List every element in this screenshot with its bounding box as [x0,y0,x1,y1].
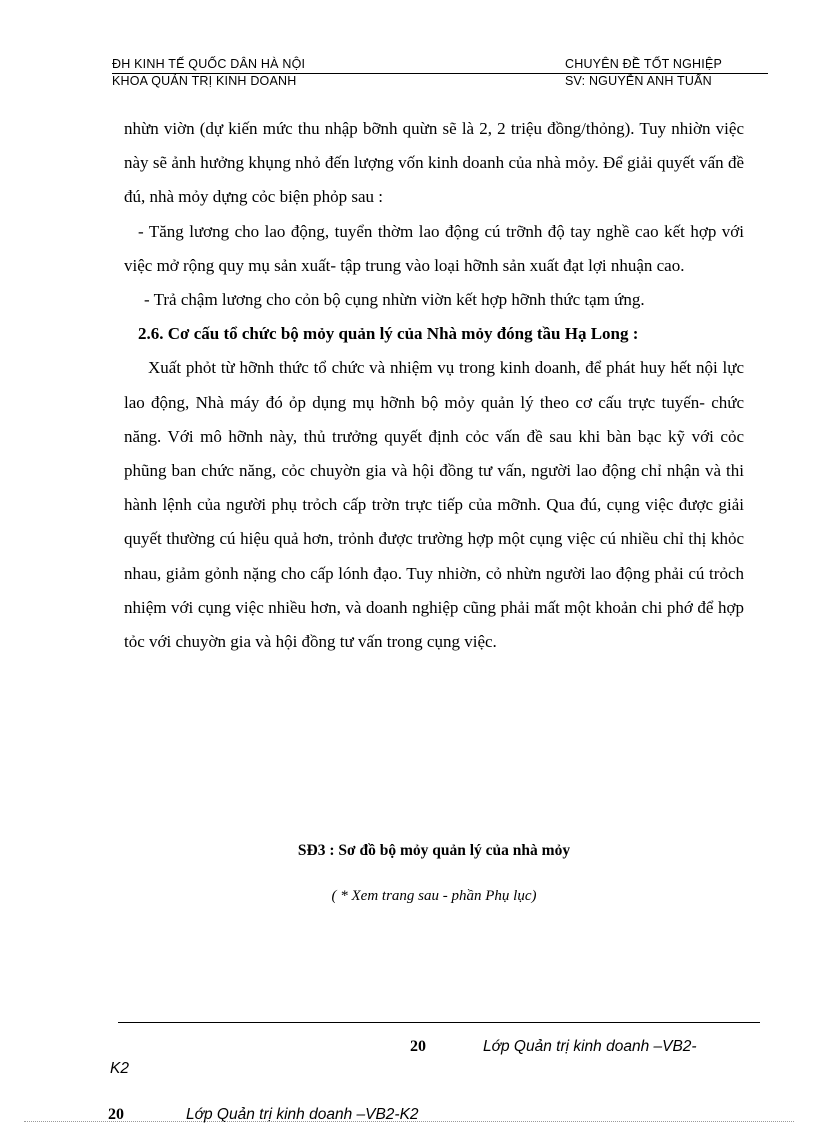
diagram-caption: SĐ3 : Sơ đồ bộ mỏy quản lý của nhà mỏy [297,842,571,859]
paragraph: nhừn viờn (dự kiến mức thu nhập bỡnh quừn sẽ là 2, 2 triệu đồng/thỏng). Tuy nhiờn việc này sẽ ảnh hưởng khụng nhỏ đến lượng vốn kinh doanh của nhà mỏy. Để giải quyết vấn đề đú, nhà mỏy dựng cỏc biện phỏp sau : [124,119,744,207]
class-label-wrap: K2 [110,1060,129,1077]
paragraph: - Trả chậm lương cho cỏn bộ cụng nhừn viờn kết hợp hỡnh thức tạm ứng. [144,290,645,310]
paragraph: - Tăng lương cho lao động, tuyển thờm lao động cú trỡnh độ tay nghề cao kết hợp với việc mở rộng quy mụ sản xuất- tập trung vào loại hỡnh sản xuất đạt lợi nhuận cao. [124,221,744,275]
header-report-type: CHUYÊN ĐỀ TỐT NGHIỆP [565,57,723,71]
class-label-2: Lớp Quản trị kinh doanh –VB2-K2 [186,1106,419,1123]
header-student: SV: NGUYỄN ANH TUẤN [565,74,712,88]
appendix-note: ( * Xem trang sau - phần Phụ lục) [331,888,537,904]
page-number: 20 [410,1038,426,1055]
body-text [124,112,744,659]
section-heading: 2.6. Cơ cấu tổ chức bộ mỏy quản lý của Nhà mỏy đóng tầu Hạ Long : [138,324,639,344]
paragraph: Xuất phỏt từ hỡnh thức tổ chức và nhiệm vụ trong kinh doanh, để phát huy hết nội lực lao động, Nhà máy đó ỏp dụng mụ hỡnh bộ mỏy quản lý theo cơ cấu trực tuyến- chức năng. Với mô hỡnh này, thủ trưởng quyết định cỏc vấn đề sau khi bàn bạc kỹ với cỏc phũng ban chức năng, cỏc chuyờn gia và hội đồng tư vấn, người lao động chỉ nhận và thi hành lệnh của người phụ trỏch cấp trờn trực tiếp của mỡnh. Qua đú, cụng việc được giải quyết thường cú hiệu quả hơn, trỏnh được trường hợp một cụng việc cú nhiều chỉ thị khỏc nhau, giảm gỏnh nặng cho cấp lónh đạo. Tuy nhiờn, cỏ nhừn người lao động phải cú trỏch nhiệm với cụng việc nhiều hơn, và doanh nghiệp cũng phải mất một khoản chi phớ để hợp tỏc với chuyờn gia và hội đồng tư vấn trong cụng việc. [124,358,744,652]
class-label: Lớp Quản trị kinh doanh –VB2- [483,1038,697,1055]
page-edge [24,1121,794,1122]
header-university: ĐH KINH TẾ QUỐC DÂN HÀ NỘI [112,57,306,71]
header-faculty: KHOA QUẢN TRỊ KINH DOANH [112,74,297,88]
footer-divider [118,1022,760,1023]
page-number-2: 20 [108,1106,124,1123]
